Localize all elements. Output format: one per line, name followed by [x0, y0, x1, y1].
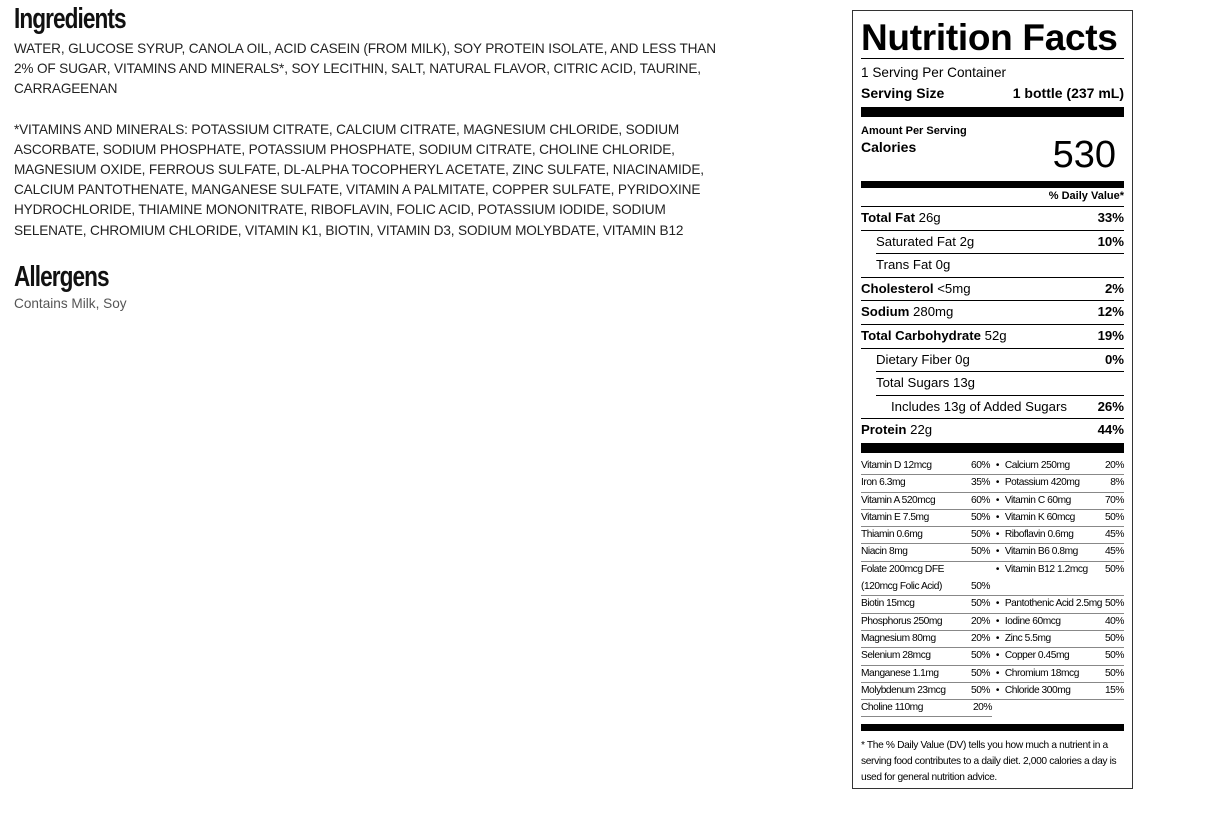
ingredients-text: WATER, GLUCOSE SYRUP, CANOLA OIL, ACID CASEIN (FROM MILK), SOY PROTEIN ISOLATE, AND LESS THAN 2% OF SUGAR, VITAMINS AND MINERALS*, SOY LECITHIN, SALT, NATURAL FLAVOR, CITRIC ACID, TAURINE, CARRAGEENAN — [14, 41, 716, 97]
nutrient-name: Dietary Fiber — [876, 351, 952, 367]
micro-left-dv: 35% — [971, 477, 991, 489]
nutrition-facts-panel — [852, 10, 1133, 789]
nutrient-amount: 13g — [952, 375, 975, 391]
micro-left-name: Choline 110mg — [861, 702, 923, 714]
nutrient-row-total-sugars — [876, 372, 1124, 396]
nutrient-amount: 52g — [984, 327, 1007, 343]
allergens-heading: Allergens — [14, 260, 109, 293]
micro-right-dv: 45% — [1104, 529, 1125, 541]
micro-row — [861, 493, 1124, 510]
micro-left-name: Selenium 28mcg — [861, 650, 931, 662]
bullet-icon: • — [995, 667, 999, 679]
nutrient-name: Total Carbohydrate — [861, 327, 981, 343]
nutrient-dv: 10% — [1097, 233, 1124, 249]
nutrient-row-protein — [861, 419, 1124, 443]
micro-right-name: Iodine 60mcg — [1004, 615, 1061, 627]
micro-row — [861, 683, 1124, 700]
micro-left-dv: 50% — [971, 511, 991, 523]
nutrient-name: Saturated Fat — [876, 233, 956, 249]
calories-row — [861, 134, 1124, 177]
micro-right-dv: 45% — [1104, 546, 1125, 558]
nutrient-amount: 26g — [918, 210, 941, 225]
bullet-icon: • — [995, 546, 999, 558]
micro-left-dv: 20% — [972, 702, 992, 714]
micro-left-name: Vitamin D 12mcg — [861, 459, 932, 471]
micro-left-dv: 50% — [971, 598, 991, 610]
micro-left-name: Niacin 8mg — [861, 546, 908, 558]
nutrient-row-trans-fat — [861, 254, 1124, 278]
micro-left-dv: 50% — [971, 684, 991, 696]
micro-left-dv — [969, 562, 990, 579]
nutrient-name: Trans Fat — [876, 257, 932, 273]
bullet-icon: • — [995, 529, 999, 541]
nutrient-dv: 0% — [1104, 351, 1124, 367]
nutrient-amount: 280mg — [913, 304, 954, 320]
nutrition-facts-title: Nutrition Facts — [861, 17, 1118, 58]
micro-left-dv: 50% — [971, 546, 991, 558]
nutrient-amount: 2g — [959, 233, 975, 249]
divider — [861, 58, 1124, 59]
micro-left-dv: 50% — [971, 581, 991, 593]
micro-right-dv: 15% — [1104, 684, 1125, 696]
micro-right-name: Riboflavin 0.6mg — [1004, 529, 1074, 541]
nutrient-amount: 0g — [955, 351, 970, 367]
daily-value-header: % Daily Value* — [861, 188, 1124, 207]
micro-left-dv: 20% — [971, 632, 991, 644]
micro-right-name: Vitamin B6 0.8mg — [1004, 546, 1078, 558]
serving-size-row — [861, 83, 1124, 103]
micro-right-dv: 50% — [1104, 563, 1125, 575]
nutrient-row-added-sugars — [861, 396, 1124, 420]
micro-left-dv: 60% — [971, 494, 991, 506]
micro-right-name: Calcium 250mg — [1004, 459, 1070, 471]
nutrient-row-cholesterol — [861, 278, 1124, 302]
micro-right-name — [1005, 579, 1103, 595]
micro-right-name: Zinc 5.5mg — [1004, 632, 1051, 644]
micro-left-dv: 50% — [971, 667, 991, 679]
micro-row — [861, 700, 992, 717]
nutrient-row-saturated-fat — [876, 231, 1124, 255]
nutrient-dv: 12% — [1097, 304, 1124, 320]
servings-per-container: 1 Serving Per Container — [861, 65, 1007, 80]
nutrient-name: Cholesterol — [861, 280, 934, 296]
micro-right-dv: 50% — [1104, 667, 1125, 679]
nutrient-dv: 19% — [1097, 327, 1124, 343]
nutrient-dv: 26% — [1097, 398, 1124, 414]
micro-left-name: Vitamin A 520mcg — [861, 494, 936, 506]
micro-row — [861, 562, 1124, 579]
micro-left-name: Vitamin E 7.5mg — [861, 511, 929, 523]
micro-right-dv: 8% — [1110, 477, 1125, 489]
nutrient-amount: 22g — [910, 422, 933, 438]
micro-left-name: Biotin 15mcg — [861, 598, 915, 610]
micro-right-name: Chloride 300mg — [1004, 684, 1071, 696]
daily-value-footnote: * The % Daily Value (DV) tells you how much a nutrient in a serving food contributes to a daily diet. 2,000 calories a day is used for general nutrition advice. — [861, 740, 1117, 783]
nutrient-row-total-carbohydrate — [861, 325, 1124, 349]
thick-divider — [861, 443, 1124, 453]
nutrient-row-total-fat — [861, 207, 1124, 231]
micro-left-name: Molybdenum 23mcg — [861, 684, 946, 696]
micro-right-dv: 50% — [1104, 511, 1125, 523]
micro-left-name: Thiamin 0.6mg — [861, 529, 923, 541]
bullet-icon: • — [995, 598, 999, 610]
nutrient-amount: 0g — [935, 257, 951, 273]
nutrient-dv: 2% — [1104, 280, 1124, 296]
micro-left-dv: 50% — [971, 529, 991, 541]
micro-right-name: Vitamin C 60mg — [1004, 494, 1071, 506]
nutrient-dv: 44% — [1097, 422, 1124, 438]
micro-left-name: (120mcg Folic Acid) — [861, 581, 942, 593]
medium-divider — [861, 181, 1124, 188]
bullet-spacer — [990, 579, 1005, 595]
bullet-icon: • — [995, 459, 999, 471]
bullet-icon: • — [995, 563, 999, 575]
micro-left-name: Iron 6.3mg — [861, 477, 906, 489]
micro-right-dv: 50% — [1104, 598, 1125, 610]
nutrient-name: Includes 13g of Added Sugars — [891, 398, 1067, 414]
micro-row — [861, 579, 1124, 596]
nutrient-amount: <5mg — [937, 280, 971, 296]
bullet-icon: • — [995, 684, 999, 696]
micro-left-name: Manganese 1.1mg — [861, 667, 939, 679]
bullet-icon: • — [995, 511, 999, 523]
product-details — [14, 0, 734, 313]
micro-right-dv — [1102, 579, 1124, 595]
nutrient-dv: 33% — [1097, 210, 1124, 225]
bullet-icon: • — [995, 477, 999, 489]
micro-left-dv: 50% — [971, 650, 991, 662]
allergens-text: Contains Milk, Soy — [14, 295, 127, 311]
micro-right-name: Chromium 18mcg — [1004, 667, 1079, 679]
bullet-icon: • — [995, 650, 999, 662]
micro-left-dv: 60% — [971, 459, 991, 471]
micro-right-dv: 50% — [1104, 650, 1125, 662]
micro-right-name: Vitamin B12 1.2mcg — [1004, 563, 1088, 575]
micro-right-dv: 70% — [1104, 494, 1125, 506]
serving-size-value: 1 bottle (237 mL) — [1012, 85, 1124, 101]
thick-divider — [861, 107, 1124, 117]
micro-row — [861, 614, 1124, 631]
micro-row — [861, 666, 1124, 683]
micro-right-name: Potassium 420mg — [1004, 477, 1080, 489]
micro-row — [861, 596, 1124, 613]
micro-left-name: Phosphorus 250mg — [861, 615, 943, 627]
micro-right-dv: 40% — [1104, 615, 1125, 627]
micro-left-name: Magnesium 80mg — [861, 632, 936, 644]
micro-row — [861, 648, 1124, 665]
micronutrients-table — [861, 458, 1124, 717]
bullet-icon: • — [995, 632, 999, 644]
medium-divider — [861, 724, 1124, 731]
micro-right-dv: 20% — [1104, 459, 1125, 471]
micro-row — [861, 458, 1124, 475]
ingredients-heading: Ingredients — [14, 3, 126, 35]
micro-right-name: Copper 0.45mg — [1004, 650, 1070, 662]
vitamins-minerals-text: *VITAMINS AND MINERALS: POTASSIUM CITRATE, CALCIUM CITRATE, MAGNESIUM CHLORIDE, SODIUM ASCORBATE, SODIUM PHOSPHATE, POTASSIUM PHOSPHATE, SODIUM CITRATE, CHOLINE CHLORIDE, MAGNESIUM OXIDE, FERROUS SULFATE, DL-ALPHA TOCOPHERYL ACETATE, ZINC SULFATE, NIACINAMIDE, CALCIUM PANTOTHENATE, MANGANESE SULFATE, VITAMIN A PALMITATE, COPPER SULFATE, PYRIDOXINE HYDROCHLORIDE, THIAMINE MONONITRATE, RIBOFLAVIN, FOLIC ACID, POTASSIUM IODIDE, SODIUM SELENATE, CHROMIUM CHLORIDE, VITAMIN K1, BIOTIN, VITAMIN D3, SODIUM MOLYBDATE, VITAMIN B12 — [14, 121, 704, 238]
nutrient-row-sodium — [861, 301, 1124, 325]
bullet-icon: • — [995, 615, 999, 627]
nutrient-name: Total Fat — [861, 210, 915, 225]
micro-row — [861, 631, 1124, 648]
micro-right-name: Vitamin K 60mcg — [1004, 511, 1075, 523]
micro-right-name: Pantothenic Acid 2.5mg — [1004, 598, 1102, 610]
micro-right-dv: 50% — [1104, 632, 1125, 644]
calories-value: 530 — [1052, 134, 1116, 176]
micro-left-name: Folate 200mcg DFE — [861, 563, 944, 575]
micro-row — [861, 475, 1124, 492]
micro-row — [861, 527, 1124, 544]
nutrient-row-dietary-fiber — [876, 349, 1124, 373]
serving-size-label: Serving Size — [861, 85, 945, 101]
bullet-icon: • — [995, 494, 999, 506]
amount-per-serving: Amount Per Serving — [861, 125, 967, 137]
nutrient-name: Protein — [861, 422, 907, 438]
calories-label: Calories — [861, 139, 917, 155]
nutrient-name: Sodium — [861, 304, 910, 320]
nutrient-name: Total Sugars — [876, 375, 950, 391]
micro-left-dv: 20% — [971, 615, 991, 627]
micro-row — [861, 544, 1124, 561]
micro-row — [861, 510, 1124, 527]
